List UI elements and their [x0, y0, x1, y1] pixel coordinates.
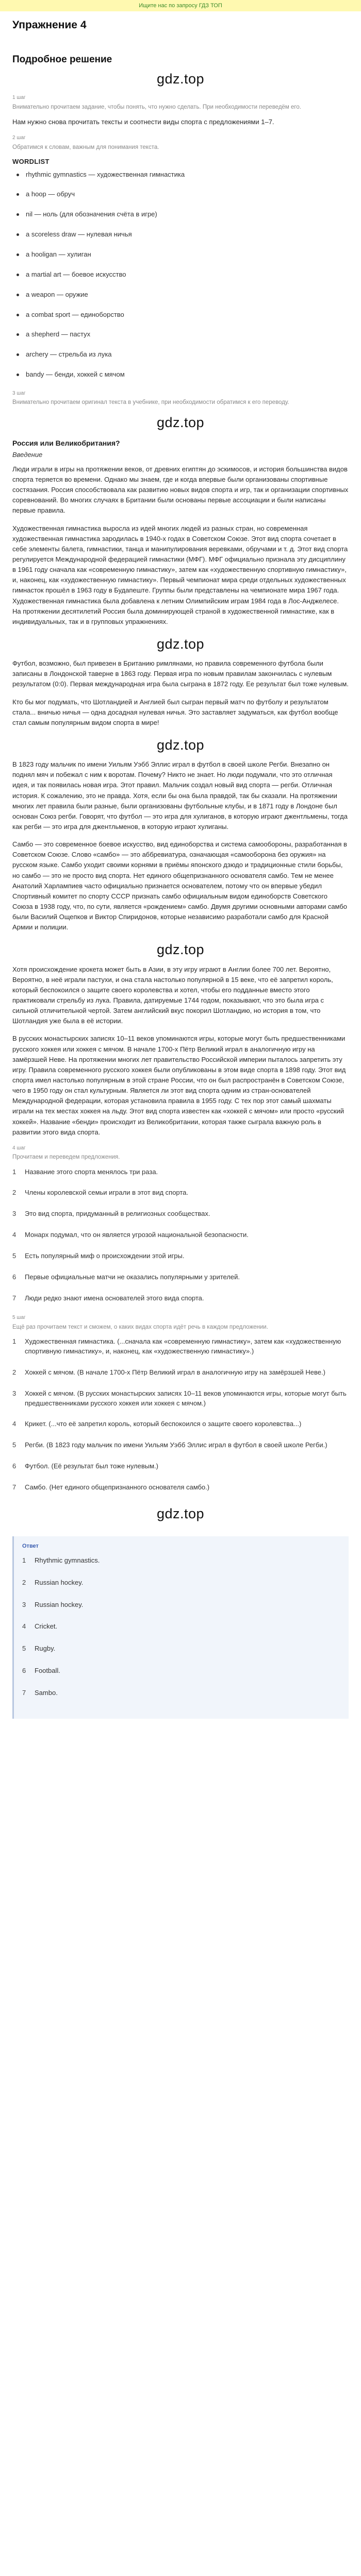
answer-item: Rhythmic gymnastics. — [35, 1556, 100, 1564]
text-paragraph: Самбо — это современное боевое искусство, вид единоборства и система самообороны, разработанная в Советском Союзе. Слово «самбо» — это аббревиатура, означающая «самооборона без оружия» на русском языке. Самбо уходит своими корнями в приёмы японского дзюдо и традиционные стили борьбы, но самбо — это не просто вид спорта. Нет единого общепризнанного основателя самбо. Тем не менее Анатолий Харлампиев часто официально признается основателем, потому что он впервые убедил Спортивный комитет по спорту СССР признать самбо официальным видом единоборств Советского Союза в 1938 году, что, по сути, является «рождением» самбо. Двумя другими основными авторами самбо были Василий Ощепков и Виктор Спиридонов, которые независимо разработали самбо для Красной Армии и полиции. — [12, 840, 348, 931]
list-item: 4 Монарх подумал, что он является угрозой национальной безопасности. — [12, 1230, 349, 1240]
sentence-text: Члены королевской семьи играли в этот вид спорта. — [25, 1189, 189, 1197]
list-item: 3 Хоккей с мячом. (В русских монастырских записях 10–11 веков упоминаются игры, которые могут быть предшественниками русского хоккея или хоккея с мячом.) — [12, 1389, 349, 1409]
answer-label: Ответ — [22, 1543, 39, 1549]
wordlist-title: WORDLIST — [12, 157, 50, 165]
text-paragraph: Футбол, возможно, был привезен в Британию римлянами, но правила современного футбола были записаны в Лондонской таверне в 1863 году. Первая игра по новым правилам закончилась с нулевым результатом (0:0). Первая международная игра была сыграна в 1872 году. Ее результат был тоже нулевым. — [12, 659, 349, 688]
top-banner[interactable] — [0, 0, 361, 11]
wordlist-item: archery — стрельба из лука — [14, 350, 349, 360]
list-item: 7 Sambo. — [22, 1688, 340, 1698]
task-text: Нам нужно снова прочитать тексты и соотнести виды спорта с предложениями 1–7. — [12, 117, 274, 126]
sentences-list — [12, 1167, 349, 1303]
watermark: gdz.top — [156, 414, 205, 430]
answer-explanation: Футбол. (Её результат был тоже нулевым.) — [25, 1462, 158, 1470]
list-item: 2 Хоккей с мячом. (В начале 1700-х Пётр Великий играл в аналогичную игру на замёрзшей Неве.) — [12, 1368, 349, 1378]
list-item: 4 Cricket. — [22, 1622, 340, 1632]
list-item: 3 Russian hockey. — [22, 1600, 340, 1610]
list-item: 2 Russian hockey. — [22, 1578, 340, 1588]
watermark: gdz.top — [156, 737, 205, 753]
watermark: gdz.top — [156, 1505, 205, 1521]
answer-item: Rugby. — [35, 1645, 56, 1653]
wordlist — [14, 170, 349, 380]
step-note: Ещё раз прочитаем текст и сможем, о каких видах спорта идёт речь в каждом предложении. — [12, 1324, 268, 1330]
list-item: 1 Название этого спорта менялось три раза. — [12, 1167, 349, 1177]
list-item: 6 Football. — [22, 1666, 340, 1676]
watermark: gdz.top — [156, 636, 205, 652]
answers-explained-list — [12, 1337, 349, 1493]
list-item: 7 Люди редко знают имена основателей этого вида спорта. — [12, 1294, 349, 1303]
answer-explanation: Крикет. (...что её запретил король, который беспокоился о защите своего королевства...) — [25, 1420, 302, 1428]
answer-explanation: Самбо. (Нет единого общепризнанного основателя самбо.) — [25, 1483, 210, 1491]
step-label: 4 шаг — [12, 1145, 26, 1151]
list-item: 1 Rhythmic gymnastics. — [22, 1556, 340, 1566]
wordlist-item: a combat sport — единоборство — [14, 310, 349, 320]
list-item: 5 Регби. (В 1823 году мальчик по имени Уильям Уэбб Эллис играл в футбол в своей школе Регби.) — [12, 1440, 349, 1450]
wordlist-item: a weapon — оружие — [14, 290, 349, 300]
answer-list — [22, 1556, 340, 1698]
answer-explanation: Регби. (В 1823 году мальчик по имени Уильям Уэбб Эллис играл в футбол в своей школе Регби.) — [25, 1441, 327, 1449]
wordlist-item: bandy — бенди, хоккей с мячом — [14, 370, 349, 380]
text-paragraph: В 1823 году мальчик по имени Уильям Уэбб Эллис играл в футбол в своей школе Регби. Внезапно он поднял мяч и побежал с ним к воротам. Почему? Никто не знает. Но люди подумали, что это отличная идея, и так появилась новая игра. Этот правил. Мальчик создал новый вид спорта — регби. Отличная история. К сожалению, это не правда. Хотя, если бы она была правдой, так бы сказали. На протяжении многих лет правила были разные, были организованы футбольные клубы, и в 1871 году в Лондоне был основан Союз регби. Говорят, что футбол — это игра для хулиганов, в которую играют джентльмены, тогда как регби — это игра для джентльменов, в которую играют хулиганы. — [12, 760, 348, 831]
list-item: 1 Художественная гимнастика. (...сначала как «современную гимнастику», затем как «художественную спортивную гимнастику», и, наконец, как «художественную гимнастику».) — [12, 1337, 349, 1357]
sentence-text: Первые официальные матчи не оказались популярными у зрителей. — [25, 1273, 240, 1281]
wordlist-item: a hooligan — хулиган — [14, 250, 349, 260]
answer-explanation: Хоккей с мячом. (В русских монастырских записях 10–11 веков упоминаются игры, которые могут быть предшественниками русского хоккея или хоккея с мячом.) — [25, 1389, 347, 1407]
text-paragraph: В русских монастырских записях 10–11 веков упоминаются игры, которые могут быть предшественниками русского хоккея или хоккея с мячом. В начале 1700-х Пётр Великий играл в аналогичную игру на замёрзшей Неве. На протяжении многих лет правительство Российской империи пыталось запретить эту игру. Правила современного русского хоккея были опубликованы в этом виде спорта в 1898 году. Этот вид спорта имел настолько популярным в этой стране России, что он был распространён в Советском Союзе, чего в 1950 году он стал культурным. Является ли этот вид спорта одним из стран-основателей Международной федерации, которая установила правила в 1955 году. С тех пор этот самый шахматы играли на тех местах хоккея на льду. Этот вид спорта известен как «хоккей с мячом» или просто «русский хоккей». Название «бенди» происходит из Великобритании, которая также сыграла важную роль в развитии этого вида спорта. — [12, 1035, 346, 1136]
answer-box — [12, 1536, 349, 1719]
answer-item: Sambo. — [35, 1688, 58, 1697]
step-label: 5 шаг — [12, 1315, 26, 1321]
step-label: 3 шаг — [12, 390, 26, 396]
step-note: Прочитаем и переведем предложения. — [12, 1154, 120, 1161]
answer-item: Football. — [35, 1667, 60, 1675]
answer-item: Cricket. — [35, 1622, 58, 1631]
text-paragraph: Кто бы мог подумать, что Шотландией и Англией был сыгран первый матч по футболу и результатом стала... вничью ничья — одна досадная нулевая ничья. Это заставляет задуматься, как футбол вообще стал самым популярным видом спорта в мире! — [12, 698, 338, 726]
sentence-text: Есть популярный миф о происхождении этой игры. — [25, 1251, 185, 1260]
answer-item: Russian hockey. — [35, 1578, 84, 1586]
step-note: Обратимся к словам, важным для понимания текста. — [12, 144, 159, 150]
step-label: 1 шаг — [12, 95, 26, 101]
list-item: 2 Члены королевской семьи играли в этот вид спорта. — [12, 1188, 349, 1198]
solution-title: Подробное решение — [12, 54, 112, 65]
step-note: Внимательно прочитаем оригинал текста в учебнике, при необходимости обратимся к его переводу. — [12, 399, 289, 406]
list-item: 3 Это вид спорта, придуманный в религиозных сообществах. — [12, 1209, 349, 1219]
list-item: 5 Есть популярный миф о происхождении этой игры. — [12, 1251, 349, 1261]
watermark: gdz.top — [156, 942, 205, 958]
page-content — [0, 18, 361, 1719]
list-item: 4 Крикет. (...что её запретил король, который беспокоился о защите своего королевства...) — [12, 1419, 349, 1429]
wordlist-item: a scoreless draw — нулевая ничья — [14, 230, 349, 240]
step-note: Внимательно прочитаем задание, чтобы понять, что нужно сделать. При необходимости переведём его. — [12, 104, 301, 110]
wordlist-item: a shepherd — пастух — [14, 330, 349, 340]
text-heading: Россия или Великобритания? — [12, 438, 120, 447]
wordlist-item: a hoop — обруч — [14, 190, 349, 199]
answer-explanation: Хоккей с мячом. (В начале 1700-х Пётр Великий играл в аналогичную игру на замёрзшей Неве.) — [25, 1368, 325, 1376]
sentence-text: Это вид спорта, придуманный в религиозных сообществах. — [25, 1210, 210, 1218]
answer-item: Russian hockey. — [35, 1600, 84, 1608]
list-item: 5 Rugby. — [22, 1644, 340, 1654]
answer-explanation: Художественная гимнастика. (...сначала как «современную гимнастику», затем как «художественную спортивную гимнастику», и, наконец, как «художественную гимнастику».) — [25, 1337, 341, 1355]
wordlist-item: a martial art — боевое искусство — [14, 270, 349, 280]
text-paragraph: Люди играли в игры на протяжении веков, от древних египтян до эскимосов, и история большинства видов спорта теряется во времени. Однако мы знаем, где и когда впервые были организованы спортивные состязания. Россия способствовала как развитию новых видов спорта и игр, так и организации спортивных соревнований. Во многих случаях в Британии были основаны первые ассоциации и были написаны первые правила. — [12, 465, 349, 515]
text-paragraph: Художественная гимнастика выросла из идей многих людей из разных стран, но современная художественная гимнастика зародилась в 1940-х годах в Советском Союзе. Этот вид спорта сочетает в себе элементы балета, гимнастики, танца и манипулирования веревками, обручами и т. д. Этот вид спорта регулируется Международной федерацией гимнастики (МФГ). МФГ официально признала эту дисциплину в 1961 году сначала как «современную гимнастику», затем как «художественную спортивную гимнастику», и, наконец, как «художественную гимнастику». Первый чемпионат мира среди отдельных художественных гимнасток прошёл в 1963 году в Будапеште. Группы были представлены на чемпионате мира 1967 года. Художественная гимнастика была добавлена к летним Олимпийским играм 1984 года в Лос-Анджелесе. На протяжении десятилетий Россия была доминирующей страной в художественной гимнастике, как в индивидуальных, так и в групповых упражнениях. — [12, 524, 348, 625]
exercise-title: Упражнение 4 — [12, 19, 87, 31]
text-intro: Введение — [12, 451, 43, 459]
list-item: 7 Самбо. (Нет единого общепризнанного основателя самбо.) — [12, 1483, 349, 1493]
watermark: gdz.top — [156, 71, 205, 87]
list-item: 6 Футбол. (Её результат был тоже нулевым.) — [12, 1462, 349, 1471]
list-item: 6 Первые официальные матчи не оказались популярными у зрителей. — [12, 1273, 349, 1282]
wordlist-item: nil — ноль (для обозначения счёта в игре) — [14, 210, 349, 219]
wordlist-item: rhythmic gymnastics — художественная гимнастика — [14, 170, 349, 180]
step-label: 2 шаг — [12, 135, 26, 141]
sentence-text: Монарх подумал, что он является угрозой национальной безопасности. — [25, 1231, 249, 1239]
sentence-text: Название этого спорта менялось три раза. — [25, 1167, 158, 1176]
top-banner-link[interactable]: Ищите нас по запросу ГДЗ ТОП — [139, 3, 222, 9]
sentence-text: Люди редко знают имена основателей этого вида спорта. — [25, 1294, 204, 1302]
text-paragraph: Хотя происхождение крокета может быть в Азии, в эту игру играют в Англии более 700 лет. Вероятно, Вероятно, в неё играли пастухи, и она стала настолько популярной в 15 веке, что её запретил король, который беспокоился о защите своего королевства и хотел, чтобы его подданные вместо этого практиковали стрельбу из лука. Правила, датируемые 1744 годом, показывают, что это была игра с сильной отличительной чертой. Затем английский вкус покорил Шотландию, но история в том, что Шотландия уже была в её истории. — [12, 965, 333, 1025]
